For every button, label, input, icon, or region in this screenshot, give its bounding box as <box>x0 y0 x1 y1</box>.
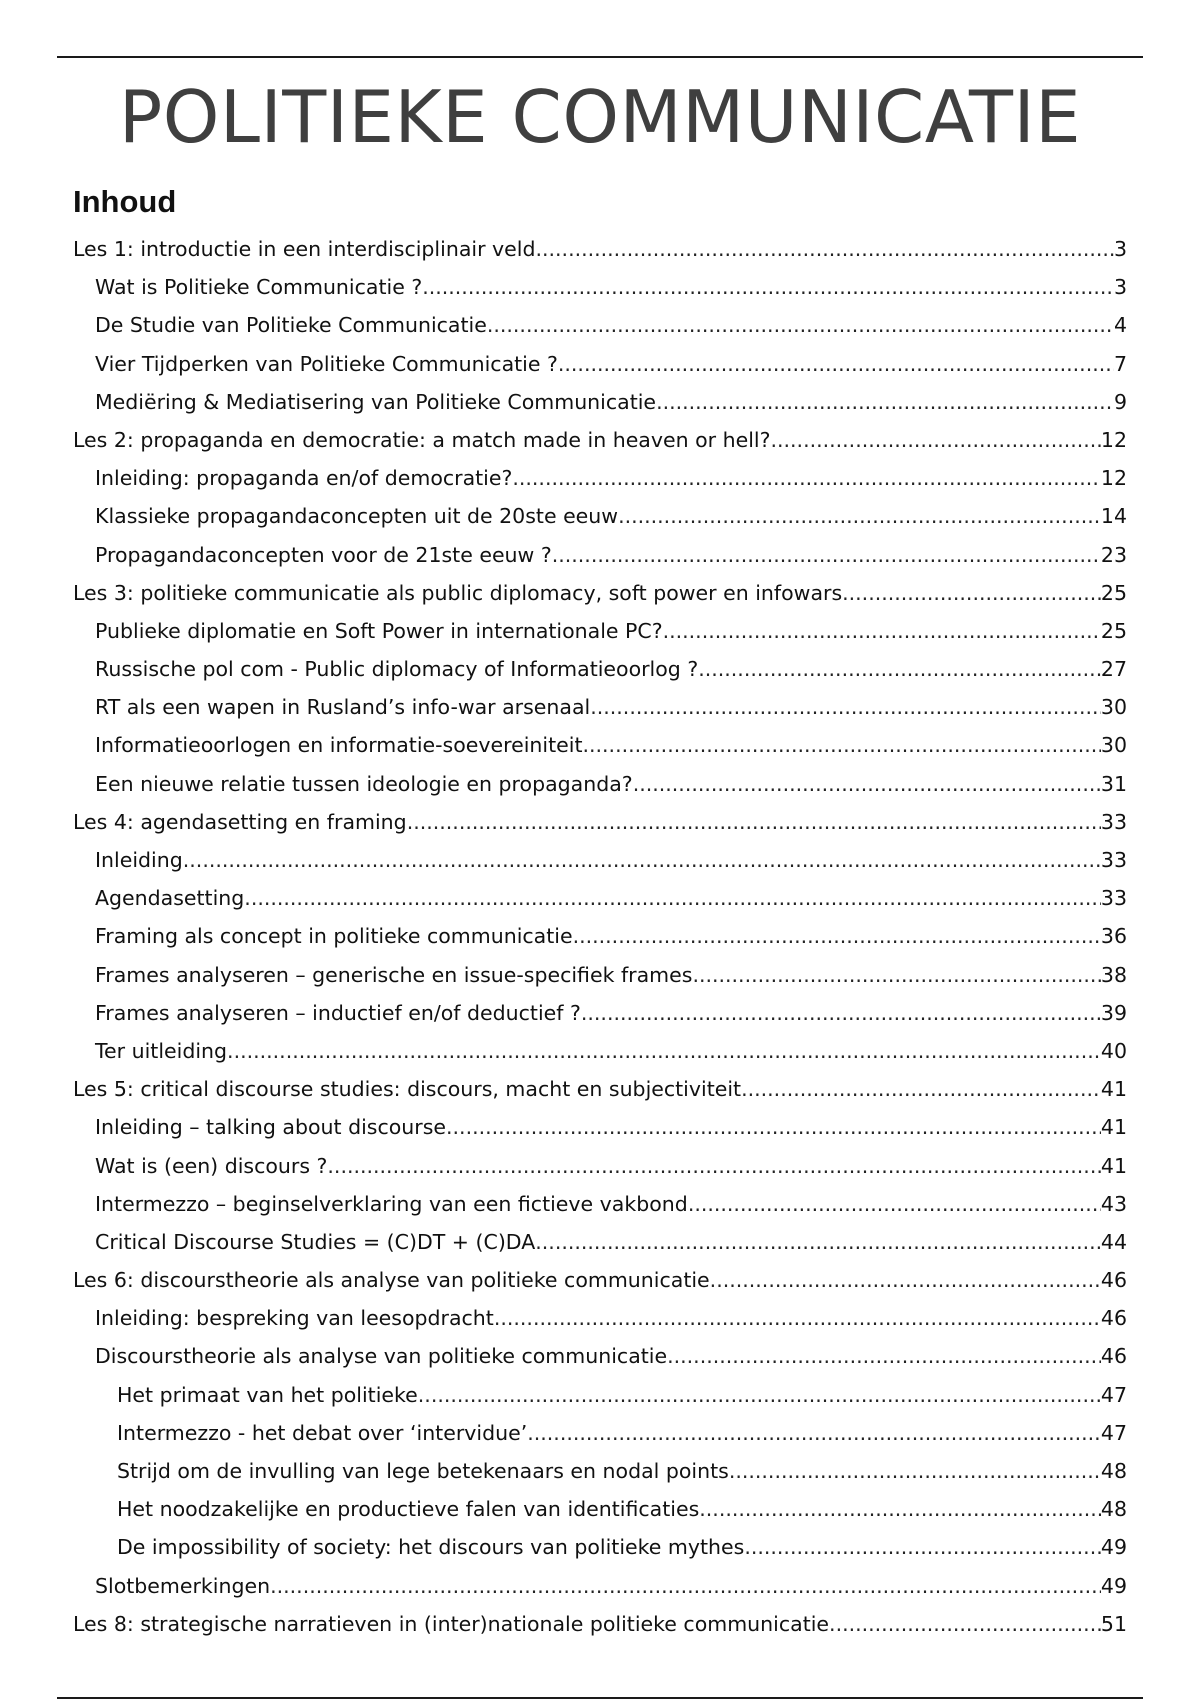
toc-entry-page-number: 48 <box>1100 1459 1127 1483</box>
toc-entry-label: Mediëring & Mediatisering van Politieke Communicatie <box>95 389 657 414</box>
toc-dot-leader <box>494 1299 1101 1337</box>
toc-entry-label: Wat is Politieke Communicatie ? <box>95 275 423 300</box>
toc-entry[interactable] <box>73 1376 1127 1414</box>
toc-dot-leader <box>633 765 1101 803</box>
toc-entry[interactable] <box>73 1070 1127 1108</box>
toc-entry-label: Les 1: introductie in een interdisciplinair veld <box>73 237 536 261</box>
toc-dot-leader <box>244 879 1101 917</box>
toc-dot-leader <box>227 1032 1101 1070</box>
top-rule <box>57 56 1143 58</box>
toc-entry-page-number: 3 <box>1113 237 1127 261</box>
toc-entry[interactable] <box>73 688 1127 726</box>
toc-entry-page-number: 41 <box>1100 1115 1127 1140</box>
toc-entry-label: Les 2: propaganda en democratie: a match made in heaven or hell? <box>73 427 771 452</box>
toc-entry[interactable] <box>73 574 1127 612</box>
toc-entry[interactable] <box>73 230 1127 268</box>
toc-entry[interactable] <box>73 1032 1127 1070</box>
toc-entry-page-number: 39 <box>1100 1000 1127 1025</box>
toc-entry[interactable] <box>73 879 1127 917</box>
toc-dot-leader <box>618 497 1101 535</box>
toc-entry-page-number: 40 <box>1100 1038 1127 1063</box>
toc-dot-leader <box>692 956 1100 994</box>
toc-dot-leader <box>558 345 1114 383</box>
toc-entry-page-number: 48 <box>1100 1497 1127 1522</box>
toc-entry-page-number: 27 <box>1100 657 1127 682</box>
toc-entry[interactable] <box>73 421 1127 459</box>
toc-entry-label: De Studie van Politieke Communicatie <box>95 313 487 338</box>
toc-entry-page-number: 3 <box>1113 275 1127 300</box>
toc-entry-page-number: 47 <box>1100 1382 1127 1407</box>
toc-entry[interactable] <box>73 917 1127 955</box>
toc-dot-leader <box>418 1376 1101 1414</box>
toc-entry[interactable] <box>73 497 1127 535</box>
toc-entry-label: Intermezzo - het debat over ‘intervidue’ <box>117 1420 528 1445</box>
toc-entry[interactable] <box>73 841 1127 879</box>
toc-dot-leader <box>512 459 1101 497</box>
toc-entry-label: De impossibility of society: het discours van politieke mythes <box>117 1535 745 1560</box>
toc-entry[interactable] <box>73 650 1127 688</box>
toc-entry-page-number: 47 <box>1100 1420 1127 1445</box>
toc-dot-leader <box>327 1147 1101 1185</box>
toc-entry-page-number: 30 <box>1100 733 1127 758</box>
toc-entry-page-number: 14 <box>1100 504 1127 529</box>
document-title: POLITIEKE COMMUNICATIE <box>118 75 1082 159</box>
toc-dot-leader <box>656 383 1114 421</box>
toc-entry-page-number: 33 <box>1100 809 1127 834</box>
toc-entry[interactable] <box>73 956 1127 994</box>
toc-dot-leader <box>741 1070 1101 1108</box>
toc-entry-label: Les 3: politieke communicatie als public diplomacy, soft power en infowars <box>73 580 843 605</box>
toc-dot-leader <box>590 688 1101 726</box>
toc-dot-leader <box>744 1528 1101 1566</box>
toc-entry-page-number: 46 <box>1100 1306 1127 1331</box>
toc-entry-label: Framing als concept in politieke communicatie <box>95 924 573 949</box>
toc-entry-label: Agendasetting <box>95 886 245 911</box>
toc-dot-leader <box>581 994 1101 1032</box>
toc-entry-label: Strijd om de invulling van lege betekenaars en nodal points <box>117 1459 729 1483</box>
toc-entry-label: Critical Discourse Studies = (C)DT + (C)DA <box>95 1229 536 1254</box>
toc-entry[interactable] <box>73 1337 1127 1375</box>
toc-dot-leader <box>552 536 1101 574</box>
toc-entry-page-number: 31 <box>1100 771 1127 796</box>
toc-entry-page-number: 12 <box>1100 466 1127 491</box>
toc-entry[interactable] <box>73 994 1127 1032</box>
toc-entry[interactable] <box>73 1528 1127 1566</box>
toc-entry[interactable] <box>73 1605 1127 1643</box>
toc-entry-label: Les 5: critical discourse studies: discours, macht en subjectiviteit <box>73 1077 742 1102</box>
toc-dot-leader <box>487 306 1114 344</box>
toc-entry[interactable] <box>73 1185 1127 1223</box>
toc-entry[interactable] <box>73 803 1127 841</box>
toc-entry-label: Frames analyseren – generische en issue-specifiek frames <box>95 962 693 987</box>
toc-entry-page-number: 33 <box>1100 848 1127 872</box>
toc-entry-label: Inleiding: propaganda en/of democratie? <box>95 466 513 491</box>
toc-entry-label: Vier Tijdperken van Politieke Communicatie ? <box>95 351 558 376</box>
toc-dot-leader <box>829 1605 1101 1643</box>
toc-dot-leader <box>688 1185 1101 1223</box>
toc-entry[interactable] <box>73 1261 1127 1299</box>
toc-entry-label: Het primaat van het politieke <box>117 1382 418 1407</box>
toc-entry-page-number: 46 <box>1100 1268 1127 1293</box>
toc-dot-leader <box>699 1490 1101 1528</box>
toc-entry[interactable] <box>73 726 1127 764</box>
bottom-rule <box>57 1697 1143 1699</box>
toc-entry-label: Het noodzakelijke en productieve falen van identificaties <box>117 1497 700 1522</box>
toc-entry-page-number: 46 <box>1100 1344 1127 1369</box>
toc-entry-page-number: 25 <box>1100 618 1127 643</box>
toc-entry-page-number: 51 <box>1100 1611 1127 1636</box>
toc-entry[interactable] <box>73 765 1127 803</box>
toc-dot-leader <box>527 1414 1101 1452</box>
toc-entry-page-number: 23 <box>1100 542 1127 567</box>
toc-dot-leader <box>535 230 1113 268</box>
toc-dot-leader <box>729 1452 1101 1490</box>
toc-entry[interactable] <box>73 268 1127 306</box>
toc-entry-label: Les 4: agendasetting en framing <box>73 809 407 834</box>
toc-entry-page-number: 30 <box>1100 695 1127 720</box>
toc-dot-leader <box>535 1223 1101 1261</box>
toc-dot-leader <box>667 1337 1101 1375</box>
toc-dot-leader <box>270 1567 1101 1605</box>
toc-entry-label: Slotbemerkingen <box>95 1573 271 1598</box>
toc-dot-leader <box>842 574 1101 612</box>
toc-entry-page-number: 44 <box>1100 1229 1127 1254</box>
table-of-contents <box>73 230 1127 1643</box>
toc-entry[interactable] <box>73 1299 1127 1337</box>
toc-entry-label: Inleiding – talking about discourse <box>95 1115 447 1140</box>
toc-entry-label: Wat is (een) discours ? <box>95 1153 328 1178</box>
toc-entry-label: Ter uitleiding <box>95 1038 228 1063</box>
toc-entry[interactable] <box>73 1108 1127 1146</box>
toc-entry-page-number: 43 <box>1100 1191 1127 1216</box>
toc-entry-label: RT als een wapen in Rusland’s info-war arsenaal <box>95 695 591 720</box>
toc-dot-leader <box>710 1261 1101 1299</box>
toc-entry[interactable] <box>73 1567 1127 1605</box>
toc-entry-label: Publieke diplomatie en Soft Power in internationale PC? <box>95 618 663 643</box>
toc-entry-label: Propagandaconcepten voor de 21ste eeuw ? <box>95 542 552 567</box>
toc-dot-leader <box>407 803 1101 841</box>
toc-dot-leader <box>422 268 1114 306</box>
toc-heading: Inhoud <box>73 184 177 219</box>
toc-dot-leader <box>770 421 1100 459</box>
toc-entry[interactable] <box>73 536 1127 574</box>
toc-entry-label: Inleiding <box>95 848 183 872</box>
toc-entry-label: Intermezzo – beginselverklaring van een fictieve vakbond <box>95 1191 688 1216</box>
toc-entry-label: Inleiding: bespreking van leesopdracht <box>95 1306 494 1331</box>
toc-entry-page-number: 33 <box>1100 886 1127 911</box>
toc-entry-label: Klassieke propagandaconcepten uit de 20ste eeuw <box>95 504 619 529</box>
toc-entry-label: Informatieoorlogen en informatie-soevereiniteit <box>95 733 583 758</box>
toc-entry[interactable] <box>73 1223 1127 1261</box>
toc-entry[interactable] <box>73 1490 1127 1528</box>
toc-entry-label: Een nieuwe relatie tussen ideologie en propaganda? <box>95 771 633 796</box>
toc-dot-leader <box>663 612 1101 650</box>
toc-entry-page-number: 41 <box>1100 1153 1127 1178</box>
toc-dot-leader <box>183 841 1101 879</box>
toc-entry-page-number: 12 <box>1100 427 1127 452</box>
toc-dot-leader <box>446 1108 1101 1146</box>
toc-entry-page-number: 25 <box>1100 580 1127 605</box>
toc-entry-label: Discourstheorie als analyse van politieke communicatie <box>95 1344 668 1369</box>
toc-entry-page-number: 36 <box>1100 924 1127 949</box>
toc-entry[interactable] <box>73 306 1127 344</box>
toc-dot-leader <box>698 650 1101 688</box>
toc-entry-label: Frames analyseren – inductief en/of deductief ? <box>95 1000 581 1025</box>
toc-entry[interactable] <box>73 383 1127 421</box>
toc-entry-page-number: 4 <box>1113 313 1127 338</box>
toc-entry-page-number: 7 <box>1113 351 1127 376</box>
toc-entry[interactable] <box>73 612 1127 650</box>
toc-entry[interactable] <box>73 459 1127 497</box>
toc-entry-page-number: 38 <box>1100 962 1127 987</box>
toc-entry-label: Les 8: strategische narratieven in (inter)nationale politieke communicatie <box>73 1611 830 1636</box>
toc-entry-label: Russische pol com - Public diplomacy of Informatieoorlog ? <box>95 657 699 682</box>
toc-dot-leader <box>573 917 1101 955</box>
toc-entry[interactable] <box>73 1414 1127 1452</box>
toc-entry-page-number: 49 <box>1100 1573 1127 1598</box>
toc-entry[interactable] <box>73 1452 1127 1490</box>
toc-entry-page-number: 9 <box>1113 389 1127 414</box>
toc-entry-page-number: 49 <box>1100 1535 1127 1560</box>
toc-entry[interactable] <box>73 345 1127 383</box>
toc-entry-label: Les 6: discourstheorie als analyse van politieke communicatie <box>73 1268 710 1293</box>
toc-entry[interactable] <box>73 1147 1127 1185</box>
toc-entry-page-number: 41 <box>1100 1077 1127 1102</box>
toc-dot-leader <box>582 726 1100 764</box>
